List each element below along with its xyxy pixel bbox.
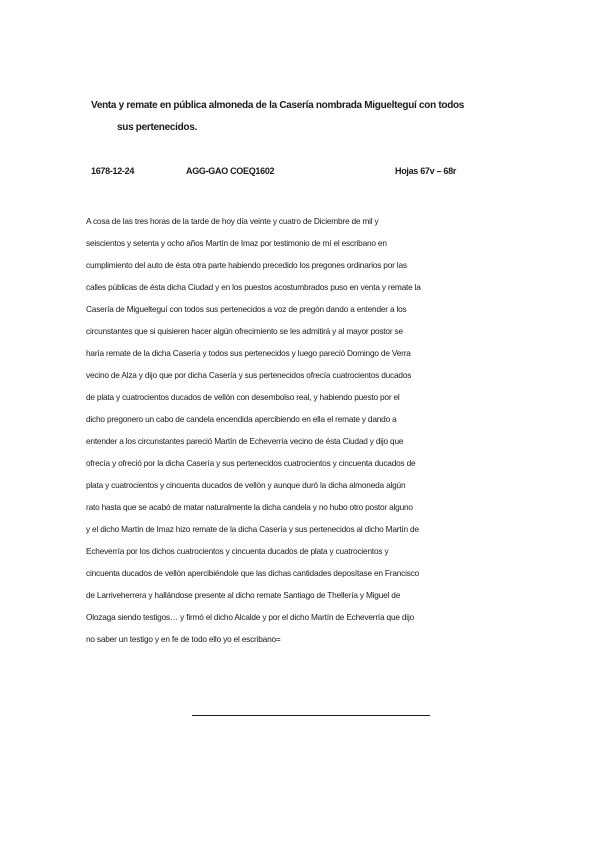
body-line: entender a los circunstantes pareció Martín de Echeverría vecino de ésta Ciudad y dijo que	[86, 436, 404, 446]
signature-line	[192, 715, 430, 716]
document-body	[86, 210, 516, 650]
document-title	[91, 95, 521, 139]
body-line: rato hasta que se acabó de matar naturalmente la dicha candela y no hubo otro postor alguno	[86, 502, 413, 512]
body-line: ofrecía y ofreció por la dicha Casería y sus pertenecidos cuatrocientos y cincuenta ducados de	[86, 458, 416, 468]
body-line: de Larriveherrera y hallándose presente al dicho remate Santiago de Thellería y Miguel de	[86, 590, 401, 600]
archive-reference: AGG-GAO COEQ1602	[186, 166, 275, 176]
folio-pages: Hojas 67v – 68r	[395, 166, 457, 176]
body-line: A cosa de las tres horas de la tarde de hoy día veinte y cuatro de Diciembre de mil y	[86, 216, 379, 226]
title-line-2: sus pertenecidos.	[117, 122, 197, 133]
body-line: cincuenta ducados de vellón apercibiéndole que las dichas cantidades deposítase en Francisco	[86, 568, 420, 578]
body-line: calles públicas de ésta dicha Ciudad y en los puestos acostumbrados puso en venta y remate la	[86, 282, 421, 292]
body-line: vecino de Alza y dijo que por dicha Casería y sus pertenecidos ofrecía cuatrocientos ducados	[86, 370, 412, 380]
body-line: no saber un testigo y en fe de todo ello yo el escribano=	[86, 634, 281, 644]
body-line: dicho pregonero un cabo de candela encendida apercibiendo en ella el remate y dando a	[86, 414, 397, 424]
document-date: 1678-12-24	[91, 166, 135, 176]
body-line: seiscientos y setenta y ocho años Martín de Imaz por testimonio de mí el escribano en	[86, 238, 387, 248]
body-line: cumplimiento del auto de ésta otra parte habiendo precedido los pregones ordinarios por las	[86, 260, 407, 270]
body-line: circunstantes que si quisieren hacer algún ofrecimiento se les admitirá y al mayor postor se	[86, 326, 403, 336]
title-line-1: Venta y remate en pública almoneda de la Casería nombrada Miguelteguí con todos	[91, 100, 465, 111]
body-line: plata y cuatrocientos y cincuenta ducados de vellón y aunque duró la dicha almoneda algún	[86, 480, 406, 490]
body-line: Olozaga siendo testigos… y firmó el dicho Alcalde y por el dicho Martín de Echeverría que dijo	[86, 612, 415, 622]
body-line: de plata y cuatrocientos ducados de vellón con desembolso real, y habiendo puesto por el	[86, 392, 400, 402]
body-line: y el dicho Martín de Imaz hizo remate de la dicha Casería y sus pertenecidos al dicho Martín de	[86, 524, 419, 534]
body-line: haría remate de la dicha Casería y todos sus pertenecidos y luego pareció Domingo de Verra	[86, 348, 411, 358]
body-line: Echeverría por los dichos cuatrocientos y cincuenta ducados de plata y cuatrocientos y	[86, 546, 389, 556]
body-line: Casería de Miguelteguí con todos sus pertenecidos a voz de pregón dando a entender a los	[86, 304, 407, 314]
